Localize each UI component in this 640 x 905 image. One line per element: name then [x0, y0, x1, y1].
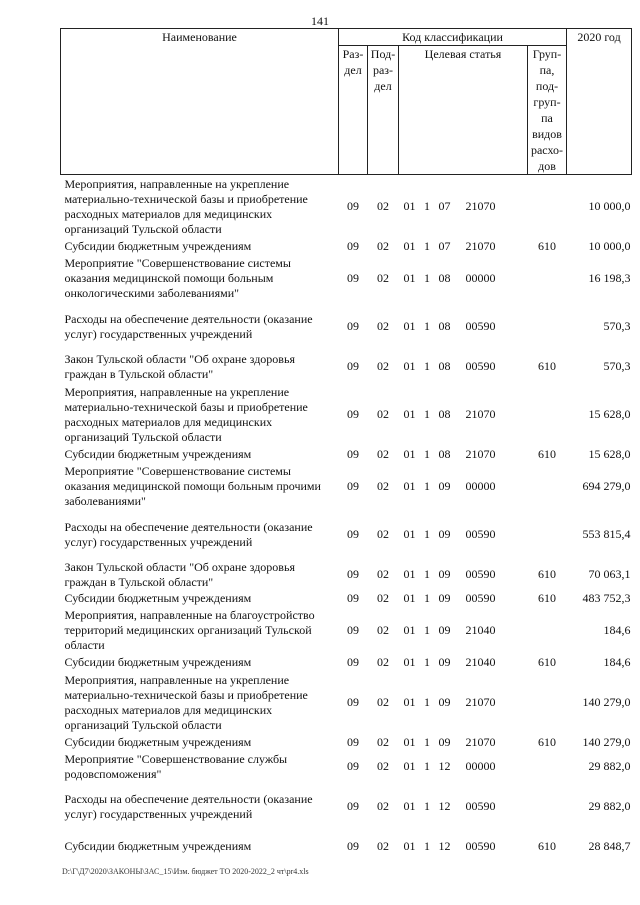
row-expense-group — [528, 463, 567, 511]
row-name: Мероприятие "Совершенствование службы родовспоможения" — [64, 751, 288, 781]
row-name: Субсидии бюджетным учреждениям — [64, 839, 252, 853]
row-section: 09 — [347, 655, 359, 669]
row-amount: 483 752,3 — [582, 591, 631, 605]
row-target-article — [399, 463, 528, 511]
target-part-t2: 1 — [424, 591, 430, 605]
table-row — [61, 831, 632, 863]
target-part-t3: 07 — [438, 239, 451, 253]
target-part-t4: 21070 — [465, 239, 496, 253]
row-amount: 694 279,0 — [582, 479, 631, 493]
row-amount: 140 279,0 — [582, 735, 631, 749]
target-part-t1: 01 — [403, 759, 416, 773]
target-part-t1: 01 — [403, 591, 416, 605]
row-subsection: 02 — [377, 527, 389, 541]
row-amount: 15 628,0 — [588, 407, 631, 421]
row-section: 09 — [347, 623, 359, 637]
header-name: Наименование — [61, 29, 339, 175]
table-row — [61, 751, 632, 783]
target-part-t2: 1 — [424, 695, 430, 709]
target-part-t1: 01 — [403, 319, 416, 333]
table-row — [61, 447, 632, 463]
row-expense-group — [528, 255, 567, 303]
page-number: 141 — [311, 14, 329, 28]
row-target-article — [399, 239, 528, 255]
row-subsection: 02 — [377, 239, 389, 253]
row-amount: 10 000,0 — [588, 199, 631, 214]
row-subsection: 02 — [377, 623, 389, 637]
table-row — [61, 383, 632, 447]
target-part-t2: 1 — [424, 527, 430, 541]
target-part-t1: 01 — [403, 839, 416, 853]
row-subsection: 02 — [377, 567, 389, 581]
row-expense-group — [528, 751, 567, 783]
row-name: Закон Тульской области "Об охране здоровья граждан в Тульской области" — [64, 351, 295, 381]
row-section: 09 — [347, 407, 359, 421]
target-part-t1: 01 — [403, 655, 416, 669]
target-part-t2: 1 — [424, 623, 430, 637]
row-section: 09 — [347, 735, 359, 749]
table-row — [61, 655, 632, 671]
target-part-t4: 00590 — [465, 527, 496, 541]
row-expense-group: 610 — [538, 591, 556, 605]
row-expense-group — [528, 783, 567, 831]
row-expense-group: 610 — [538, 359, 556, 373]
target-part-t1: 01 — [403, 359, 416, 373]
row-section: 09 — [347, 479, 359, 493]
target-part-t3: 09 — [438, 655, 451, 669]
target-part-t2: 1 — [424, 447, 430, 461]
row-section: 09 — [347, 527, 359, 541]
target-part-t2: 1 — [424, 655, 430, 669]
target-part-t4: 21040 — [465, 655, 496, 669]
row-expense-group: 610 — [538, 655, 556, 669]
row-section: 09 — [347, 567, 359, 581]
row-subsection: 02 — [377, 407, 389, 421]
row-amount: 29 882,0 — [588, 799, 631, 813]
target-part-t4: 21070 — [465, 695, 496, 709]
table-row — [61, 783, 632, 831]
row-target-article — [399, 607, 528, 655]
row-section: 09 — [347, 359, 359, 373]
table-row — [61, 735, 632, 751]
header-target-article: Целевая статья — [399, 46, 528, 175]
row-target-article — [399, 591, 528, 607]
row-name: Мероприятия, направленные на укрепление материально-технической базы и приобретение расходных материалов для медицинских организаций Тульской области — [64, 176, 308, 236]
target-part-t1: 01 — [403, 735, 416, 749]
row-amount: 570,3 — [603, 359, 631, 373]
header-year: 2020 год — [567, 29, 632, 175]
row-name: Мероприятия, направленные на укрепление материально-технической базы и приобретение расходных материалов для медицинских организаций Тульской области — [64, 672, 308, 732]
row-target-article — [399, 383, 528, 447]
row-target-article — [399, 351, 528, 383]
target-part-t3: 08 — [438, 407, 451, 421]
header-section: Раз- дел — [339, 46, 368, 175]
target-part-t4: 00000 — [465, 759, 496, 773]
row-amount: 70 063,1 — [588, 567, 631, 581]
target-part-t4: 21070 — [465, 199, 496, 214]
row-name: Субсидии бюджетным учреждениям — [64, 591, 252, 605]
target-part-t2: 1 — [424, 799, 430, 813]
row-target-article — [399, 559, 528, 591]
row-amount: 28 848,7 — [588, 839, 631, 853]
row-name: Мероприятие "Совершенствование системы оказания медицинской помощи больным онкологическими заболеваниями" — [64, 256, 291, 300]
row-section: 09 — [347, 199, 359, 214]
row-amount: 15 628,0 — [588, 447, 631, 461]
row-target-article — [399, 735, 528, 751]
target-part-t1: 01 — [403, 527, 416, 541]
target-part-t2: 1 — [424, 479, 430, 493]
row-section: 09 — [347, 695, 359, 709]
row-subsection: 02 — [377, 447, 389, 461]
header-expense-group: Груп- па, под- груп- па видов расхо- дов — [528, 46, 567, 175]
table-row — [61, 239, 632, 255]
header-classification-code: Код классификации — [339, 29, 567, 46]
row-name: Субсидии бюджетным учреждениям — [64, 447, 252, 461]
row-target-article — [399, 655, 528, 671]
row-subsection: 02 — [377, 735, 389, 749]
row-target-article — [399, 447, 528, 463]
target-part-t4: 00590 — [465, 799, 496, 813]
row-name: Мероприятие "Совершенствование системы оказания медицинской помощи больным прочими заболеваниями" — [64, 464, 321, 508]
row-name: Мероприятия, направленные на благоустройство территорий медицинских организаций Тульской области — [64, 608, 315, 652]
row-name: Мероприятия, направленные на укрепление материально-технической базы и приобретение расходных материалов для медицинских организаций Тульской области — [64, 384, 308, 444]
target-part-t2: 1 — [424, 839, 430, 853]
target-part-t2: 1 — [424, 199, 430, 214]
target-part-t3: 07 — [438, 199, 451, 214]
row-subsection: 02 — [377, 839, 389, 853]
table-header — [61, 29, 632, 175]
target-part-t1: 01 — [403, 479, 416, 493]
table-row — [61, 511, 632, 559]
row-expense-group — [528, 671, 567, 735]
row-target-article — [399, 751, 528, 783]
row-subsection: 02 — [377, 655, 389, 669]
target-part-t4: 00590 — [465, 839, 496, 853]
target-part-t3: 08 — [438, 319, 451, 333]
table-row — [61, 559, 632, 591]
row-subsection: 02 — [377, 799, 389, 813]
table-body — [61, 175, 632, 863]
row-expense-group — [528, 383, 567, 447]
target-part-t4: 00000 — [465, 479, 496, 493]
target-part-t4: 21070 — [465, 735, 496, 749]
target-part-t4: 21070 — [465, 407, 496, 421]
row-target-article — [399, 175, 528, 239]
row-section: 09 — [347, 447, 359, 461]
target-part-t2: 1 — [424, 735, 430, 749]
target-part-t1: 01 — [403, 447, 416, 461]
target-part-t2: 1 — [424, 759, 430, 773]
row-subsection: 02 — [377, 199, 389, 214]
row-expense-group — [528, 607, 567, 655]
target-part-t4: 00590 — [465, 319, 496, 333]
target-part-t2: 1 — [424, 319, 430, 333]
row-amount: 29 882,0 — [588, 759, 631, 773]
target-part-t3: 09 — [438, 623, 451, 637]
row-target-article — [399, 303, 528, 351]
target-part-t1: 01 — [403, 407, 416, 421]
row-amount: 570,3 — [603, 319, 631, 333]
row-expense-group — [528, 303, 567, 351]
row-target-article — [399, 511, 528, 559]
row-expense-group — [528, 511, 567, 559]
target-part-t1: 01 — [403, 567, 416, 581]
target-part-t1: 01 — [403, 695, 416, 709]
row-target-article — [399, 831, 528, 863]
target-part-t3: 09 — [438, 527, 451, 541]
row-amount: 553 815,4 — [582, 527, 631, 541]
row-section: 09 — [347, 759, 359, 773]
row-expense-group: 610 — [538, 239, 556, 253]
table-row — [61, 671, 632, 735]
row-subsection: 02 — [377, 479, 389, 493]
target-part-t2: 1 — [424, 567, 430, 581]
row-section: 09 — [347, 271, 359, 285]
target-part-t2: 1 — [424, 359, 430, 373]
target-part-t4: 00590 — [465, 591, 496, 605]
row-expense-group: 610 — [538, 839, 556, 853]
target-part-t1: 01 — [403, 623, 416, 637]
row-name: Субсидии бюджетным учреждениям — [64, 735, 252, 749]
target-part-t3: 08 — [438, 271, 451, 285]
table-row — [61, 175, 632, 239]
row-section: 09 — [347, 839, 359, 853]
target-part-t3: 09 — [438, 567, 451, 581]
target-part-t4: 00000 — [465, 271, 496, 285]
target-part-t3: 12 — [438, 799, 451, 813]
row-name: Субсидии бюджетным учреждениям — [64, 239, 252, 253]
row-name: Субсидии бюджетным учреждениям — [64, 655, 252, 669]
row-subsection: 02 — [377, 695, 389, 709]
row-section: 09 — [347, 799, 359, 813]
file-path-footer: D:\Г\Д7\2020\ЗАКОНЫ\ЗАС_15\Изм. бюджет ТО 2020-2022_2 чт\pr4.xls — [62, 867, 309, 876]
row-subsection: 02 — [377, 591, 389, 605]
target-part-t3: 12 — [438, 759, 451, 773]
header-subsection: Под- раз- дел — [368, 46, 399, 175]
target-part-t2: 1 — [424, 407, 430, 421]
row-amount: 184,6 — [603, 655, 631, 669]
target-part-t4: 00590 — [465, 359, 496, 373]
target-part-t3: 08 — [438, 359, 451, 373]
table-row — [61, 303, 632, 351]
table-row — [61, 351, 632, 383]
target-part-t3: 09 — [438, 591, 451, 605]
row-subsection: 02 — [377, 271, 389, 285]
target-part-t1: 01 — [403, 799, 416, 813]
target-part-t2: 1 — [424, 239, 430, 253]
row-name: Расходы на обеспечение деятельности (оказание услуг) государственных учреждений — [64, 311, 313, 341]
target-part-t3: 08 — [438, 447, 451, 461]
table-row — [61, 607, 632, 655]
row-expense-group — [528, 175, 567, 239]
table-row — [61, 591, 632, 607]
target-part-t3: 09 — [438, 695, 451, 709]
row-target-article — [399, 671, 528, 735]
row-amount: 10 000,0 — [588, 239, 631, 253]
target-part-t3: 09 — [438, 735, 451, 749]
row-section: 09 — [347, 239, 359, 253]
row-subsection: 02 — [377, 359, 389, 373]
budget-table — [60, 28, 632, 863]
row-amount: 140 279,0 — [582, 695, 631, 709]
row-name: Расходы на обеспечение деятельности (оказание услуг) государственных учреждений — [64, 519, 313, 549]
target-part-t4: 21070 — [465, 447, 496, 461]
row-expense-group: 610 — [538, 567, 556, 581]
target-part-t1: 01 — [403, 271, 416, 285]
row-name: Закон Тульской области "Об охране здоровья граждан в Тульской области" — [64, 559, 295, 589]
target-part-t3: 12 — [438, 839, 451, 853]
row-name: Расходы на обеспечение деятельности (оказание услуг) государственных учреждений — [64, 791, 313, 821]
row-amount: 16 198,3 — [588, 271, 631, 285]
target-part-t4: 21040 — [465, 623, 496, 637]
row-subsection: 02 — [377, 759, 389, 773]
target-part-t4: 00590 — [465, 567, 496, 581]
row-section: 09 — [347, 591, 359, 605]
target-part-t1: 01 — [403, 199, 416, 214]
row-target-article — [399, 255, 528, 303]
table-row — [61, 255, 632, 303]
row-section: 09 — [347, 319, 359, 333]
row-expense-group: 610 — [538, 447, 556, 461]
row-subsection: 02 — [377, 319, 389, 333]
table-row — [61, 463, 632, 511]
row-expense-group: 610 — [538, 735, 556, 749]
row-amount: 184,6 — [603, 623, 631, 637]
row-target-article — [399, 783, 528, 831]
target-part-t1: 01 — [403, 239, 416, 253]
target-part-t3: 09 — [438, 479, 451, 493]
target-part-t2: 1 — [424, 271, 430, 285]
